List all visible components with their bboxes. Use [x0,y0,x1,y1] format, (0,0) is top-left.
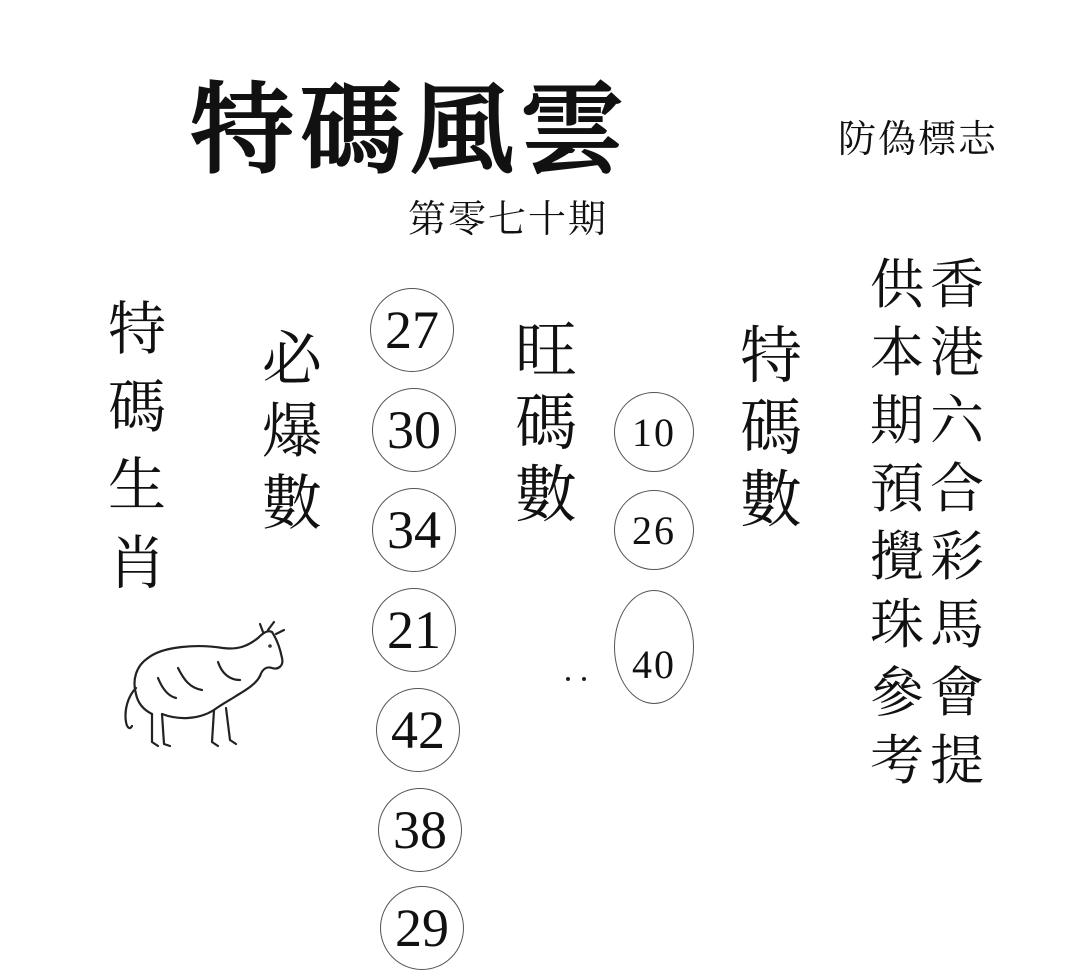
special-char: 數 [740,463,803,536]
prosperous-number: 10 [614,392,694,472]
notice-char: 馬 [930,593,984,656]
prosperous-number: 40 [614,590,694,704]
notice-char: 珠 [870,593,924,656]
notice-column-2 [870,253,924,802]
must-explode-number: 42 [376,688,460,772]
notice-char: 彩 [930,525,984,588]
prosperous-number-clipped [600,590,710,687]
notice-column-1 [930,253,984,802]
zodiac-char: 特 [108,295,167,363]
prosperous-char: 旺 [515,314,578,387]
issue-number: 第零七十期 [408,197,609,241]
prosperous-number-label [515,314,578,536]
notice-char: 提 [930,729,984,792]
dot-mark [566,677,570,681]
special-number-label [740,319,803,541]
notice-char: 六 [930,389,984,452]
zodiac-char: 生 [108,451,167,519]
prosperous-char: 碼 [515,386,578,459]
zodiac-char: 肖 [108,529,167,597]
prosperous-number: 26 [614,490,694,570]
notice-char: 攪 [870,525,924,588]
anti-fake-label: 防偽標志 [838,117,999,161]
notice-char: 會 [930,661,984,724]
must-explode-number: 27 [370,288,454,372]
notice-char: 考 [870,729,924,792]
must-explode-number: 29 [380,886,464,970]
must-explode-char: 爆 [262,397,322,467]
must-explode-char: 數 [262,469,322,539]
notice-char: 期 [870,389,924,452]
must-explode-char: 必 [262,325,322,395]
page-title: 特碼風雲 [190,71,631,188]
notice-char: 供 [870,253,924,316]
must-explode-number: 38 [378,788,462,872]
must-explode-label [262,325,322,546]
notice-char: 港 [930,321,984,384]
special-char: 碼 [740,391,803,464]
must-explode-number: 30 [372,388,456,472]
notice-char: 預 [870,457,924,520]
ox-icon [118,618,288,758]
notice-char: 參 [870,661,924,724]
dot-mark [582,677,586,681]
zodiac-label [108,295,167,612]
must-explode-number: 21 [372,588,456,672]
notice-char: 香 [930,253,984,316]
notice-char: 本 [870,321,924,384]
zodiac-char: 碼 [108,373,167,441]
special-char: 特 [740,319,803,392]
prosperous-char: 數 [515,458,578,531]
notice-char: 合 [930,457,984,520]
must-explode-number: 34 [372,488,456,572]
